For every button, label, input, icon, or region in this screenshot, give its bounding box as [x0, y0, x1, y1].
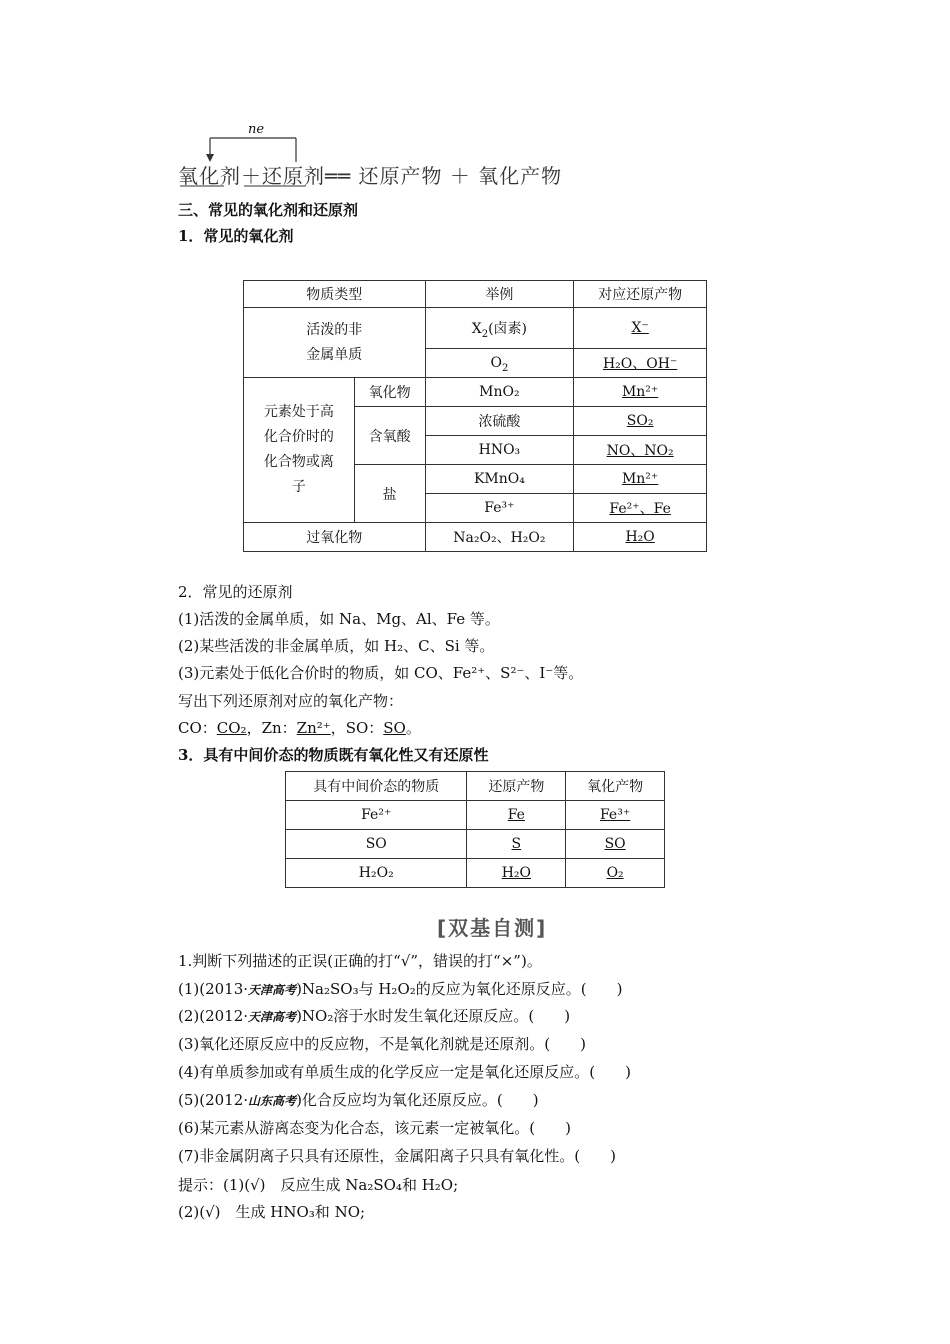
paragraph: (2)某些活泼的非金属单质，如 H₂、C、Si 等。: [178, 637, 495, 655]
table-cell: [566, 801, 665, 830]
answer-underlined: SO: [604, 836, 626, 852]
oxidation-product-label: 氧化产物: [478, 164, 563, 188]
example-cell: Na₂O₂、H₂O₂: [425, 523, 574, 552]
section-banner: [双基自测]: [437, 916, 548, 940]
table-cell: [467, 830, 566, 859]
source-tag: 山东高考: [248, 1094, 297, 1108]
oxidant-label: 氧化剂: [178, 164, 241, 188]
answer-underlined: Zn²⁺: [296, 719, 331, 737]
table-cell: [566, 830, 665, 859]
product-cell: [574, 436, 707, 465]
hint-line: (2)(√) 生成 HNO₃和 NO;: [178, 1203, 366, 1221]
category-label: 元素处于高: [263, 404, 334, 420]
question-text: )NO₂溶于水时发生氧化还原反应。( ): [296, 1007, 571, 1025]
question-title: 1.判断下列描述的正误(正确的打“√”，错误的打“×”)。: [178, 952, 542, 970]
label: ，Zn：: [246, 719, 297, 737]
subsection-title: 1．常见的氧化剂: [178, 227, 294, 245]
table-cell: Fe²⁺: [286, 801, 467, 830]
product-cell: [574, 494, 707, 523]
example-cell: 浓硫酸: [425, 407, 574, 436]
category-label: 化合物或离: [263, 454, 334, 470]
subscript: 2: [501, 362, 509, 374]
question-item: [178, 1061, 631, 1082]
answer-underlined: Mn²⁺: [621, 384, 659, 400]
paragraph: (3)元素处于低化合价时的物质，如 CO、Fe²⁺、S²⁻、I⁻等。: [178, 664, 584, 682]
table-header: 对应还原产物: [574, 281, 707, 308]
question-item: [178, 1145, 616, 1166]
answer-underlined: Mn²⁺: [621, 471, 659, 487]
reduction-product-label: 还原产物: [358, 164, 443, 188]
answer-underlined: O₂: [606, 865, 624, 881]
category-label: 子: [291, 479, 306, 495]
table-cell: [566, 859, 665, 888]
product-cell: [574, 378, 707, 407]
question-text: (5)(2012·: [178, 1091, 249, 1109]
formula: X: [471, 321, 482, 337]
product-cell: [574, 523, 707, 552]
answer-underlined: Fe³⁺: [599, 807, 631, 823]
note: (卤素): [488, 321, 528, 337]
question-item: [178, 1033, 586, 1054]
oxidant-table: [243, 280, 707, 552]
question-text: (3)氧化还原反应中的反应物，不是氧化剂就是还原剂。( ): [178, 1035, 586, 1053]
answer-underlined: H₂O、OH⁻: [602, 356, 678, 372]
products-line: [178, 717, 421, 738]
plus-sign: ＋: [241, 164, 262, 188]
source-tag: 天津高考: [248, 983, 297, 997]
question-item: [178, 1117, 571, 1138]
answer-underlined: X⁻: [631, 320, 649, 336]
question-item: [178, 978, 622, 999]
example-cell: KMnO₄: [425, 465, 574, 494]
table-header: 举例: [425, 281, 574, 308]
question-text: (4)有单质参加或有单质生成的化学反应一定是氧化还原反应。( ): [178, 1063, 631, 1081]
paragraph: 写出下列还原剂对应的氧化产物：: [178, 692, 404, 710]
intermediate-valence-table: [285, 771, 665, 888]
table-header: 还原产物: [467, 772, 566, 801]
subsection-title: 2．常见的还原剂: [178, 583, 293, 601]
redox-equation: [178, 160, 562, 189]
subsection-title: 3．具有中间价态的物质既有氧化性又有还原性: [178, 746, 489, 764]
question-text: )化合反应均为氧化还原反应。( ): [296, 1091, 539, 1109]
category-label: 化合价时的: [263, 429, 334, 445]
table-cell: SO: [286, 830, 467, 859]
table-cell: [467, 859, 566, 888]
category-cell: [244, 308, 426, 378]
answer-underlined: S: [511, 836, 522, 852]
subcategory-cell: 含氧酸: [354, 407, 425, 465]
subscript: 2: [481, 328, 489, 340]
label: CO：: [178, 719, 217, 737]
answer-underlined: SO₂: [626, 413, 654, 429]
table-cell: H₂O₂: [286, 859, 467, 888]
example-cell: [425, 308, 574, 349]
example-cell: Fe³⁺: [425, 494, 574, 523]
reductant-label: 还原剂: [262, 164, 325, 188]
plus-sign: ＋: [449, 164, 471, 188]
category-label: 活泼的非: [306, 321, 363, 338]
answer-underlined: CO₂: [216, 719, 247, 737]
table-header: 具有中间价态的物质: [286, 772, 467, 801]
section-title: 三、常见的氧化剂和还原剂: [178, 201, 359, 219]
category-cell: [244, 378, 355, 523]
answer-underlined: Fe: [507, 807, 525, 823]
answer-underlined: NO、NO₂: [606, 443, 674, 459]
table-header: 物质类型: [244, 281, 426, 308]
answer-underlined: H₂O: [625, 529, 655, 545]
answer-underlined: Fe²⁺、Fe: [609, 501, 671, 517]
category-label: 金属单质: [306, 346, 363, 363]
question-text: (6)某元素从游离态变为化合态，该元素一定被氧化。( ): [178, 1119, 571, 1137]
product-cell: [574, 308, 707, 349]
example-cell: HNO₃: [425, 436, 574, 465]
answer-underlined: SO: [383, 719, 406, 737]
question-text: (7)非金属阴离子只具有还原性，金属阳离子只具有氧化性。( ): [178, 1147, 616, 1165]
example-cell: MnO₂: [425, 378, 574, 407]
question-text: (2)(2012·: [178, 1007, 249, 1025]
question-text: )Na₂SO₃与 H₂O₂的反应为氧化还原反应。( ): [296, 980, 623, 998]
equals-arrow: ══: [325, 164, 352, 188]
hint-line: 提示：(1)(√) 反应生成 Na₂SO₄和 H₂O;: [178, 1176, 459, 1194]
subcategory-cell: 氧化物: [354, 378, 425, 407]
paragraph: (1)活泼的金属单质，如 Na、Mg、Al、Fe 等。: [178, 610, 500, 628]
electron-count-label: ne: [248, 122, 265, 137]
source-tag: 天津高考: [248, 1010, 297, 1024]
formula: O: [490, 355, 502, 371]
question-item: [178, 1089, 539, 1110]
example-cell: [425, 349, 574, 378]
question-text: (1)(2013·: [178, 980, 249, 998]
question-item: [178, 1005, 570, 1026]
label: 。: [405, 719, 421, 737]
label: ，SO：: [330, 719, 384, 737]
product-cell: [574, 349, 707, 378]
table-header: 氧化产物: [566, 772, 665, 801]
category-cell: 过氧化物: [244, 523, 426, 552]
product-cell: [574, 465, 707, 494]
product-cell: [574, 407, 707, 436]
subcategory-cell: 盐: [354, 465, 425, 523]
table-cell: [467, 801, 566, 830]
answer-underlined: H₂O: [501, 865, 531, 881]
